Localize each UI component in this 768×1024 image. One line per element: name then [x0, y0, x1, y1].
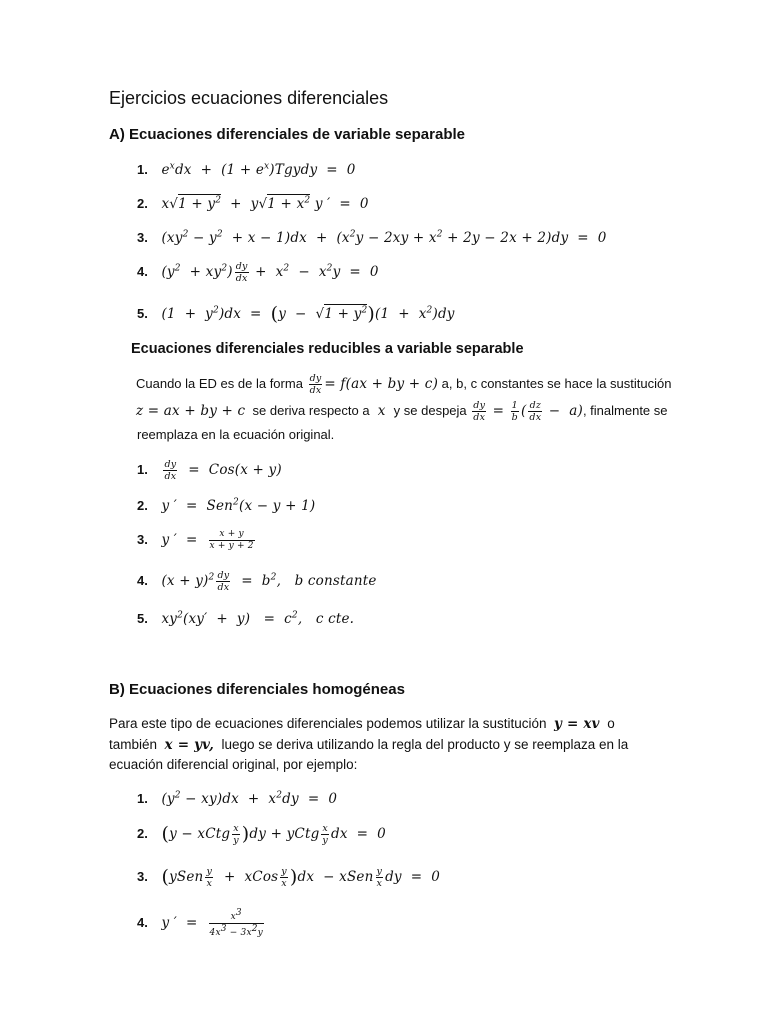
intro-text: y se despeja: [393, 403, 467, 418]
reducible-intro-line1: Cuando la ED es de la forma $\frac{dy}{dx}$ = f(ax + by + c) a, b, c constantes se hace la sustitución: [136, 373, 672, 396]
section-b-paragraph-line1: Para este tipo de ecuaciones diferenciales podemos utilizar la sustitución y = xv o: [109, 716, 615, 732]
page-title: Ejercicios ecuaciones diferenciales: [109, 88, 389, 108]
equation-note: c cte.: [315, 611, 355, 627]
equation-b1: 1. $(y^2 - xy)dx + x^2dy = 0$: [137, 790, 338, 807]
equation-r5: 5. $xy^2(xy' + y) = c^2$, c cte.: [137, 610, 355, 627]
equation-b4: 4. y ′ = $\frac{x^3}{4x^3 - 3x^2y}$: [137, 908, 263, 938]
intro-text: Cuando la ED es de la forma: [136, 376, 303, 391]
reducible-intro-line2: z = ax + by + c se deriva respecto a x y se despeja $\frac{dy}{dx}$ = $\frac{1}{b}$ ( $\frac{dz}{dx}$ − a), finalmente se: [136, 400, 668, 423]
intro-text: a, b, c constantes se hace la sustitución: [441, 376, 672, 391]
item-number: 4.: [137, 915, 148, 930]
item-number: 4.: [137, 573, 148, 588]
equation-b2: 2. (y − xCtg $\frac{x}{y}$ )dy + yCtg $\frac{x}{y}$ dx = 0: [137, 823, 386, 846]
equation-a2: 2. $x√1 + y^2 + y√1 + x^2$ y ′ = 0: [137, 195, 369, 212]
paragraph-text: también: [109, 737, 158, 752]
equation-a3: 3. $(xy^2 - y^2 + x - 1)dx + (x^2y - 2xy + x^2 + 2y - 2x + 2)dy = 0$: [137, 229, 607, 246]
section-reducible-heading: Ecuaciones diferenciales reducibles a variable separable: [131, 341, 524, 357]
paragraph-text: Para este tipo de ecuaciones diferenciales podemos utilizar la sustitución: [109, 716, 547, 731]
item-number: 2.: [137, 826, 148, 841]
item-number: 2.: [137, 196, 148, 211]
equation-r4: 4. $(x + y)^2$ $\frac{dy}{dx}$ = $b^2$, b constante: [137, 570, 377, 593]
item-number: 1.: [137, 791, 148, 806]
equation-a5: 5. $(1 + y^2)dx = (y - √1 + y^2)(1 + x^2)dy$: [137, 303, 455, 325]
item-number: 1.: [137, 162, 148, 177]
intro-text: , finalmente se: [582, 403, 668, 418]
section-b-paragraph-line3: ecuación diferencial original, por ejemplo:: [109, 757, 358, 772]
item-number: 3.: [137, 869, 148, 884]
section-b-heading: B) Ecuaciones diferenciales homogéneas: [109, 681, 405, 698]
equation-note: b constante: [294, 573, 377, 589]
paragraph-text: o: [607, 716, 615, 731]
paragraph-text: luego se deriva utilizando la regla del producto y se reemplaza en la: [221, 737, 629, 752]
intro-text: se deriva respecto a: [252, 403, 370, 418]
reducible-intro-line3: reemplaza en la ecuación original.: [137, 427, 335, 442]
equation-a1: 1. $e^xdx + (1$ + $e^x)Tgydy = 0$: [137, 161, 356, 178]
equation-r1: 1. $\frac{dy}{dx}$ = Cos(x + y): [137, 459, 282, 482]
item-number: 1.: [137, 462, 148, 477]
item-number: 2.: [137, 498, 148, 513]
section-a-heading: A) Ecuaciones diferenciales de variable separable: [109, 126, 466, 143]
section-b-paragraph-line2: también x = yv, luego se deriva utilizando la regla del producto y se reemplaza en la: [109, 737, 629, 753]
item-number: 4.: [137, 264, 148, 279]
equation-b3: 3. (ySen $\frac{y}{x}$ + xCos $\frac{y}{x}$ )dx − xSen $\frac{y}{x}$ dy = 0: [137, 866, 441, 889]
item-number: 5.: [137, 611, 148, 626]
equation-a4: 4. $(y^2 + xy^2)$ $\frac{dy}{dx}$ + $x^2 - x^2y = 0$: [137, 261, 379, 284]
item-number: 3.: [137, 532, 148, 547]
equation-r3: 3. y ′ = $\frac{x + y}{x + y + 2}$: [137, 529, 254, 551]
item-number: 5.: [137, 306, 148, 321]
equation-r2: 2. y ′ = Sen$^2$(x − y + 1): [137, 497, 316, 514]
item-number: 3.: [137, 230, 148, 245]
